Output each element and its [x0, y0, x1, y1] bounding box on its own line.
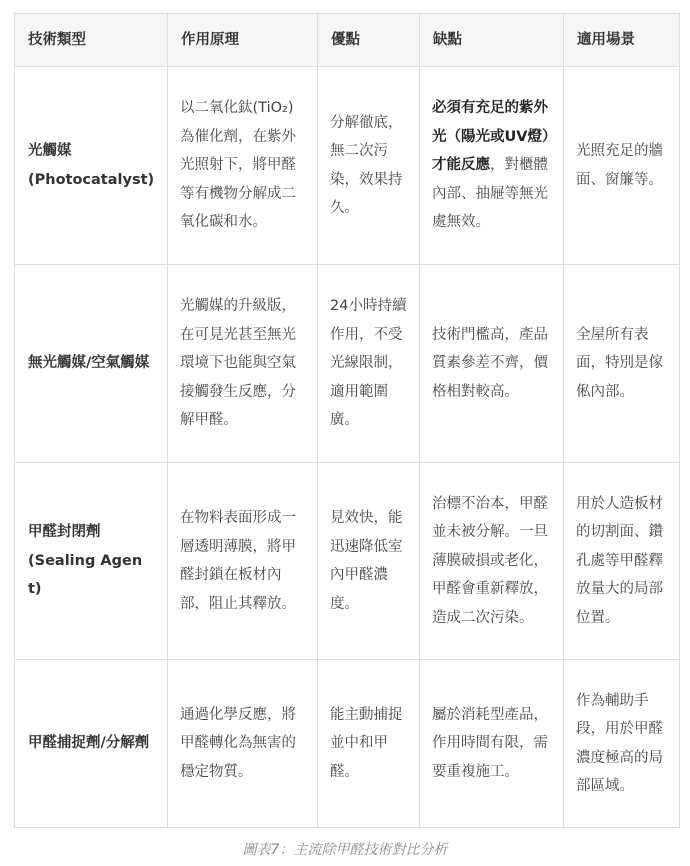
cell-type — [15, 265, 168, 463]
cell-pros: 能主動捕捉並中和甲醛。 — [318, 660, 420, 828]
header-cons: 缺點 — [420, 14, 564, 67]
header-pros: 優點 — [318, 14, 420, 67]
cell-type-text: 光觸媒 (Photocatalyst) — [28, 143, 155, 188]
cell-type-text: 無光觸媒/空氣觸媒 — [28, 355, 150, 372]
figure-caption: 圖表7：主流除甲醛技術對比分析 — [242, 842, 448, 858]
cell-pros: 分解徹底，無二次污染，效果持久。 — [318, 67, 420, 265]
cell-pros: 24小時持續作用，不受光線限制，適用範圍廣。 — [318, 265, 420, 463]
cell-principle: 在物料表面形成一層透明薄膜，將甲醛封鎖在板材內部，阻止其釋放。 — [168, 463, 318, 660]
cell-pros: 見效快，能迅速降低室內甲醛濃度。 — [318, 463, 420, 660]
comparison-table-container — [14, 13, 679, 828]
cell-principle: 以二氧化鈦(TiO₂)為催化劑，在紫外光照射下，將甲醛等有機物分解成二氧化碳和水。 — [168, 67, 318, 265]
cons-text: 治標不治本，甲醛並未被分解。一旦薄膜破損或老化，甲醛會重新釋放，造成二次污染。 — [432, 495, 548, 626]
cell-type — [15, 660, 168, 828]
cell-cons — [420, 67, 564, 265]
cell-type-text: 甲醛封閉劑 (Sealing Agent) — [28, 524, 143, 598]
cons-emphasis: 必須有充足的紫外光（陽光或UV燈）才能反應 — [432, 100, 550, 174]
cell-type — [15, 463, 168, 660]
cell-cons — [420, 660, 564, 828]
cell-cons — [420, 463, 564, 660]
cell-principle: 光觸媒的升級版，在可見光甚至無光環境下也能與空氣接觸發生反應，分解甲醛。 — [168, 265, 318, 463]
cell-scenario: 用於人造板材的切割面、鑽孔處等甲醛釋放量大的局部位置。 — [564, 463, 680, 660]
table-row — [15, 660, 680, 828]
table-row — [15, 463, 680, 660]
table-row — [15, 67, 680, 265]
cell-type — [15, 67, 168, 265]
cons-text: ，對櫃體內部、抽屜等無光處無效。 — [432, 157, 548, 231]
cell-scenario: 光照充足的牆面、窗簾等。 — [564, 67, 680, 265]
cons-text: 技術門檻高，產品質素參差不齊，價格相對較高。 — [432, 326, 548, 400]
cell-scenario: 全屋所有表面，特別是傢俬內部。 — [564, 265, 680, 463]
table-row — [15, 265, 680, 463]
cell-principle: 通過化學反應，將甲醛轉化為無害的穩定物質。 — [168, 660, 318, 828]
header-principle: 作用原理 — [168, 14, 318, 67]
cell-type-text: 甲醛捕捉劑/分解劑 — [28, 735, 150, 752]
cell-cons — [420, 265, 564, 463]
header-scenario: 適用場景 — [564, 14, 680, 67]
table-header-row — [15, 14, 680, 67]
header-tech-type: 技術類型 — [15, 14, 168, 67]
cons-text: 屬於消耗型產品，作用時間有限，需要重複施工。 — [432, 706, 548, 780]
comparison-table — [14, 13, 680, 828]
cell-scenario: 作為輔助手段，用於甲醛濃度極高的局部區域。 — [564, 660, 680, 828]
